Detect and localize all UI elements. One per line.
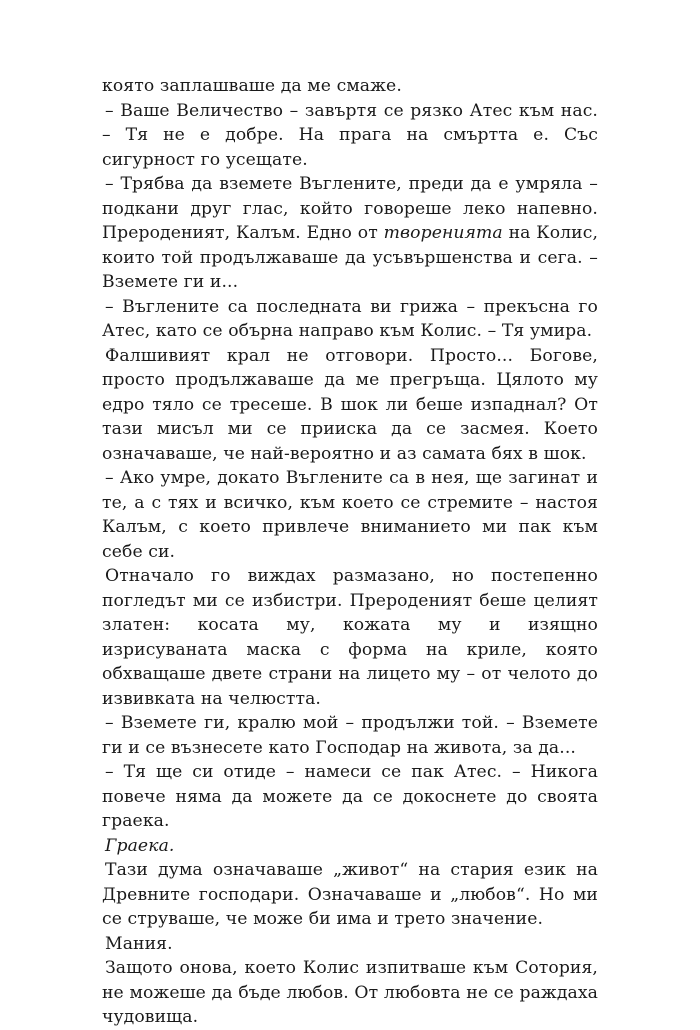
paragraph-11: Тази дума означаваше „живот“ на стария език на Древните господари. Означаваше и „любов“. Но ми се струваше, че може би има и трето значение. bbox=[102, 860, 598, 929]
paragraph-6: – Ако умре, докато Въглените са в нея, ще загинат и те, а с тях и всичко, към което се стремите – настоя Калъм, с което привлече вниманието ми пак към себе си. bbox=[102, 468, 598, 562]
paragraph-9: – Тя ще си отиде – намеси се пак Атес. – Никога повече няма да можете да се докоснете до своята граека. bbox=[102, 762, 598, 831]
paragraph-2: – Ваше Величество – завъртя се рязко Атес към нас. – Тя не е добре. На прага на смъртта е. Със сигурност го усещате. bbox=[102, 100, 598, 170]
paragraph-3-italic-word: творенията bbox=[383, 223, 503, 243]
paragraph-3-part-1: – Трябва да вземете Въглените, преди да е умряла – подкани друг глас, който говореше леко напевно. Прероденият, Калъм. Едно от bbox=[102, 174, 598, 243]
paragraph-1: която заплашваше да ме смаже. bbox=[102, 76, 402, 96]
paragraph-5: Фалшивият крал не отговори. Просто... Богове, просто продължаваше да ме прегръща. Цялото му едро тяло се тресеше. В шок ли беше изпаднал? От тази мисъл ми се прииска да се засмея. Което означаваше, че най-вероятно и аз самата бях в шок. bbox=[102, 345, 598, 464]
paragraph-4: – Въглените са последната ви грижа – прекъсна го Атес, като се обърна направо към Колис. – Тя умира. bbox=[102, 296, 598, 341]
paragraph-10-italic: Граека. bbox=[105, 835, 175, 856]
book-page-text bbox=[102, 74, 598, 1030]
paragraph-12: Мания. bbox=[105, 933, 173, 954]
paragraph-13: Защото онова, което Колис изпитваше към Сотория, не можеше да бъде любов. От любовта не се раждаха чудовища. bbox=[102, 958, 598, 1027]
paragraph-3 bbox=[102, 172, 598, 295]
paragraph-7: Отначало го виждах размазано, но постепенно погледът ми се избистри. Прероденият беше целият златен: косата му, кожата му и изящно изрисуваната маска с форма на криле, която обхващаше двете страни на лицето му – от челото до извивката на челюстта. bbox=[102, 566, 598, 709]
paragraph-8: – Вземете ги, кралю мой – продължи той. – Вземете ги и се възнесете като Господар на живота, за да... bbox=[102, 713, 598, 758]
paragraph-3-part-2: на Колис, които той продължаваше да усъвършенства и сега. – Вземете ги и... bbox=[102, 223, 599, 292]
